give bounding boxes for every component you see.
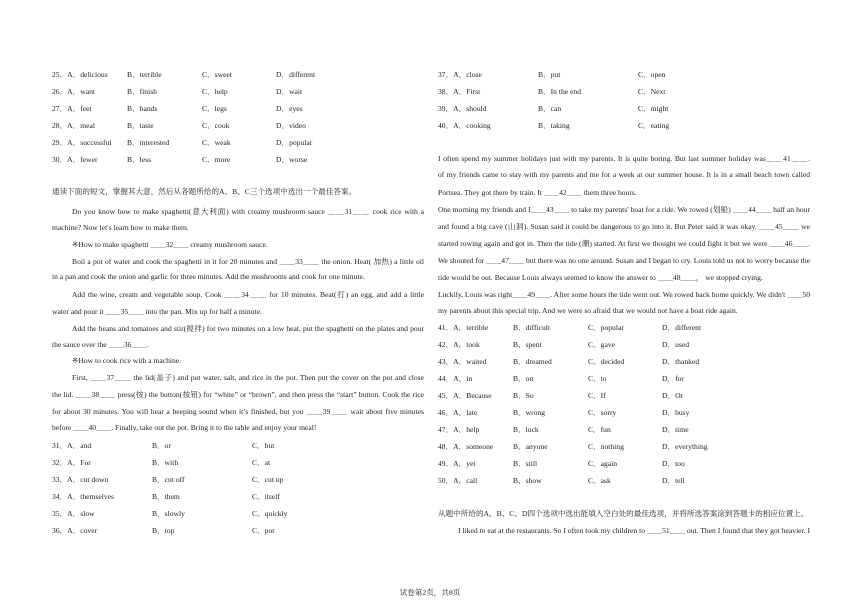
- passage-line: my parents about this special trip. And we were so afraid that we would not have a boat ride again.: [438, 306, 738, 315]
- option-choice: 36．A．cover: [52, 526, 98, 535]
- option-choice: B．less: [127, 155, 152, 164]
- option-choice: C．pot: [252, 526, 275, 535]
- passage-line: machine? Now let's learn how to make them.: [52, 223, 189, 232]
- option-choice: C．weak: [202, 138, 231, 147]
- option-choice: B．top: [152, 526, 175, 535]
- passage-line: First, ＿＿37＿＿ the lid(盖子) and put water, salt, and rice in the pot. Then put the cover on the pot and close: [72, 373, 424, 382]
- option-choice: 35．A．slow: [52, 509, 95, 518]
- option-choice: C．again: [588, 459, 618, 468]
- option-choice: 48．A．someone: [438, 442, 494, 451]
- option-choice: C．itself: [252, 492, 280, 501]
- option-choice: 50．A．call: [438, 476, 478, 485]
- option-choice: 42．A．took: [438, 340, 480, 349]
- passage-line: Luckily, Louis was right＿＿49＿＿. After some hours the tide went out. We rowed back home quickly. We didn't ＿＿50: [438, 290, 810, 299]
- option-choice: 34．A．themselves: [52, 492, 115, 501]
- option-choice: D．everything: [662, 442, 708, 451]
- option-choice: C．might: [638, 104, 669, 113]
- option-choice: 45．A．Because: [438, 391, 492, 400]
- option-choice: C．open: [638, 70, 666, 79]
- option-choice: B．spent: [513, 340, 542, 349]
- option-choice: 33．A．cut down: [52, 475, 109, 484]
- option-choice: D．used: [662, 340, 689, 349]
- option-choice: B．can: [538, 104, 562, 113]
- option-choice: B．taste: [127, 121, 154, 130]
- passage-line: for about 30 minutes. You will hear a beeping sound when it’s finished, but you ＿＿39＿＿ wait about five minutes: [52, 407, 424, 416]
- option-choice: B．anyone: [513, 442, 548, 451]
- option-choice: 43．A．waited: [438, 357, 487, 366]
- option-choice: B．show: [513, 476, 542, 485]
- option-choice: C．quickly: [252, 509, 288, 518]
- option-choice: 49．A．yet: [438, 459, 476, 468]
- option-choice: B．put: [538, 70, 561, 79]
- option-choice: C．sweet: [202, 70, 232, 79]
- option-choice: D．eyes: [276, 104, 303, 113]
- option-choice: B．with: [152, 458, 179, 467]
- passage-line: of my friends came to stay with my parents and me for a week at our summer house. It is in a small beach town called: [438, 170, 810, 179]
- passage-line: started rowing again and got in. Then the tide (潮) started. At first we thought we could fight it but we were ＿＿46＿＿.: [438, 239, 810, 248]
- option-choice: C．more: [202, 155, 231, 164]
- option-choice: B．terrible: [127, 70, 162, 79]
- option-choice: 46．A．late: [438, 408, 478, 417]
- option-choice: D．time: [662, 425, 689, 434]
- option-choice: C．but: [252, 441, 275, 450]
- option-choice: 30．A．fewer: [52, 155, 98, 164]
- option-choice: B．or: [152, 441, 171, 450]
- section-instruction: 从题中所给的A、B、C、D四个选项中选出能填入空白处的最佳选项，并将所选答案涂到答题卡的相应位置上。: [438, 509, 809, 518]
- option-choice: D．different: [662, 323, 702, 332]
- option-choice: B．hands: [127, 104, 158, 113]
- passage-line: We shouted for ＿＿47＿＿ but there was no one around. Susan and I began to cry. Louis told us not to worry because the: [438, 256, 810, 265]
- option-choice: 44．A．in: [438, 374, 473, 383]
- option-choice: D．tell: [662, 476, 685, 485]
- option-choice: B．on: [513, 374, 534, 383]
- option-choice: D．for: [662, 374, 684, 383]
- option-choice: 41．A．terrible: [438, 323, 489, 332]
- passage-line: Add the beans and tomatoes and stir(搅拌) for two minutes on a low heat, put the spaghetti on the plates and pour: [72, 324, 424, 333]
- option-choice: C．sorry: [588, 408, 617, 417]
- passage-line: and found a big cave (山洞). Susan said it could be dangerous to go into it. But Peter said it was okay. ＿＿45＿＿ we: [438, 222, 810, 231]
- option-choice: 27．A．feet: [52, 104, 92, 113]
- option-choice: D．different: [276, 70, 316, 79]
- option-choice: 25．A．delicious: [52, 70, 108, 79]
- option-choice: C．help: [202, 87, 228, 96]
- option-choice: 32．A．For: [52, 458, 91, 467]
- passage-line: I liked to eat at the restaurants. So I often took my children to ＿＿51＿＿ out. Then I found that they got heavier. I: [458, 526, 810, 535]
- passage-line: Boil a pot of water and cook the spaghetti in it for 20 minutes and ＿＿33＿＿ the onion. Heat( 加热) a little oil: [72, 257, 424, 266]
- option-choice: B．In the end: [538, 87, 582, 96]
- page-footer: 试卷第2页，共8页: [399, 588, 461, 597]
- option-choice: B．slowly: [152, 509, 185, 518]
- option-choice: B．wrong: [513, 408, 546, 417]
- passage-line: One morning my friends and I＿＿43＿＿ to take my parents' boat for a ride. We rowed (划船) ＿＿44＿＿ half an hour: [438, 205, 810, 214]
- option-choice: 47．A．help: [438, 425, 480, 434]
- option-choice: D．busy: [662, 408, 690, 417]
- option-choice: B．dreamed: [513, 357, 552, 366]
- option-choice: B．luck: [513, 425, 539, 434]
- section-instruction: 通读下面的短文，掌握其大意，然后从各题所给的A、B、C三个选项中选出一个最佳答案。: [52, 187, 357, 196]
- option-choice: 40．A．cooking: [438, 121, 491, 130]
- option-choice: B．finish: [127, 87, 157, 96]
- passage-line: tide would be out. Because Louis always seemed to know the answer to ＿＿48＿＿， we stopped crying.: [438, 273, 763, 282]
- passage-line: water and pour it ＿＿35＿＿ into the pan. Mix up for half a minute.: [52, 307, 262, 316]
- option-choice: 38．A．First: [438, 87, 481, 96]
- option-choice: C．fun: [588, 425, 611, 434]
- passage-line: the sauce over the ＿＿36＿＿.: [52, 340, 149, 349]
- option-choice: 28．A．meal: [52, 121, 96, 130]
- passage-line: I often spend my summer holidays just with my parents. It is quite boring. But last summer holiday was＿＿41＿＿.: [438, 154, 810, 163]
- option-choice: C．popular: [588, 323, 624, 332]
- passage-line: before ＿＿40＿＿. Finally, take out the pot. Bring it to the table and enjoy your meal!: [52, 423, 317, 432]
- option-choice: B．So: [513, 391, 534, 400]
- option-choice: B．interested: [127, 138, 170, 147]
- option-choice: C．nothing: [588, 442, 624, 451]
- option-choice: 39．A．should: [438, 104, 487, 113]
- option-choice: D．worse: [276, 155, 308, 164]
- option-choice: D．too: [662, 459, 685, 468]
- option-choice: C．gave: [588, 340, 615, 349]
- option-choice: 37．A．close: [438, 70, 482, 79]
- option-choice: D．video: [276, 121, 306, 130]
- option-choice: D．Or: [662, 391, 684, 400]
- option-choice: 29．A．successful: [52, 138, 112, 147]
- option-choice: D．thanked: [662, 357, 700, 366]
- option-choice: C．cut up: [252, 475, 284, 484]
- option-choice: 26．A．want: [52, 87, 96, 96]
- passage-line: the lid. ＿＿38＿＿ press(按) the button(按钮) for “white” or “brown”, and then press the “start” button. Cook the rice: [52, 390, 424, 399]
- option-choice: B．cut off: [152, 475, 185, 484]
- passage-line: Add the wine, cream and vegetable soup. Cook ＿＿34＿＿ for 10 minutes. Beat(打) an egg, and add a little: [72, 290, 424, 299]
- option-choice: C．Next: [638, 87, 666, 96]
- option-choice: C．eating: [638, 121, 670, 130]
- option-choice: C．ask: [588, 476, 611, 485]
- option-choice: 31．A．and: [52, 441, 92, 450]
- option-choice: C．to: [588, 374, 607, 383]
- passage-line: in a pan and cook the onion and garlic for three minutes. Add the mushrooms and cook for one minute.: [52, 272, 365, 281]
- passage-line: ※How to cook rice with a machine.: [72, 356, 182, 365]
- option-choice: C．cook: [202, 121, 230, 130]
- passage-line: Do you know how to make spaghetti(意大利面) with creamy mushroom sauce ＿＿31＿＿ cook rice with a: [72, 207, 424, 216]
- option-choice: C．at: [252, 458, 271, 467]
- passage-line: ※How to make spaghetti ＿＿32＿＿ creamy mushroom sauce.: [72, 240, 268, 249]
- option-choice: C．legs: [202, 104, 227, 113]
- option-choice: D．popular: [276, 138, 313, 147]
- option-choice: B．still: [513, 459, 538, 468]
- option-choice: B．difficult: [513, 323, 550, 332]
- option-choice: C．decided: [588, 357, 625, 366]
- option-choice: B．taking: [538, 121, 570, 130]
- option-choice: B．them: [152, 492, 180, 501]
- option-choice: D．wait: [276, 87, 303, 96]
- option-choice: C．If: [588, 391, 606, 400]
- passage-line: Portsea. They got there by train. It ＿＿42＿＿ them three hours.: [438, 188, 637, 197]
